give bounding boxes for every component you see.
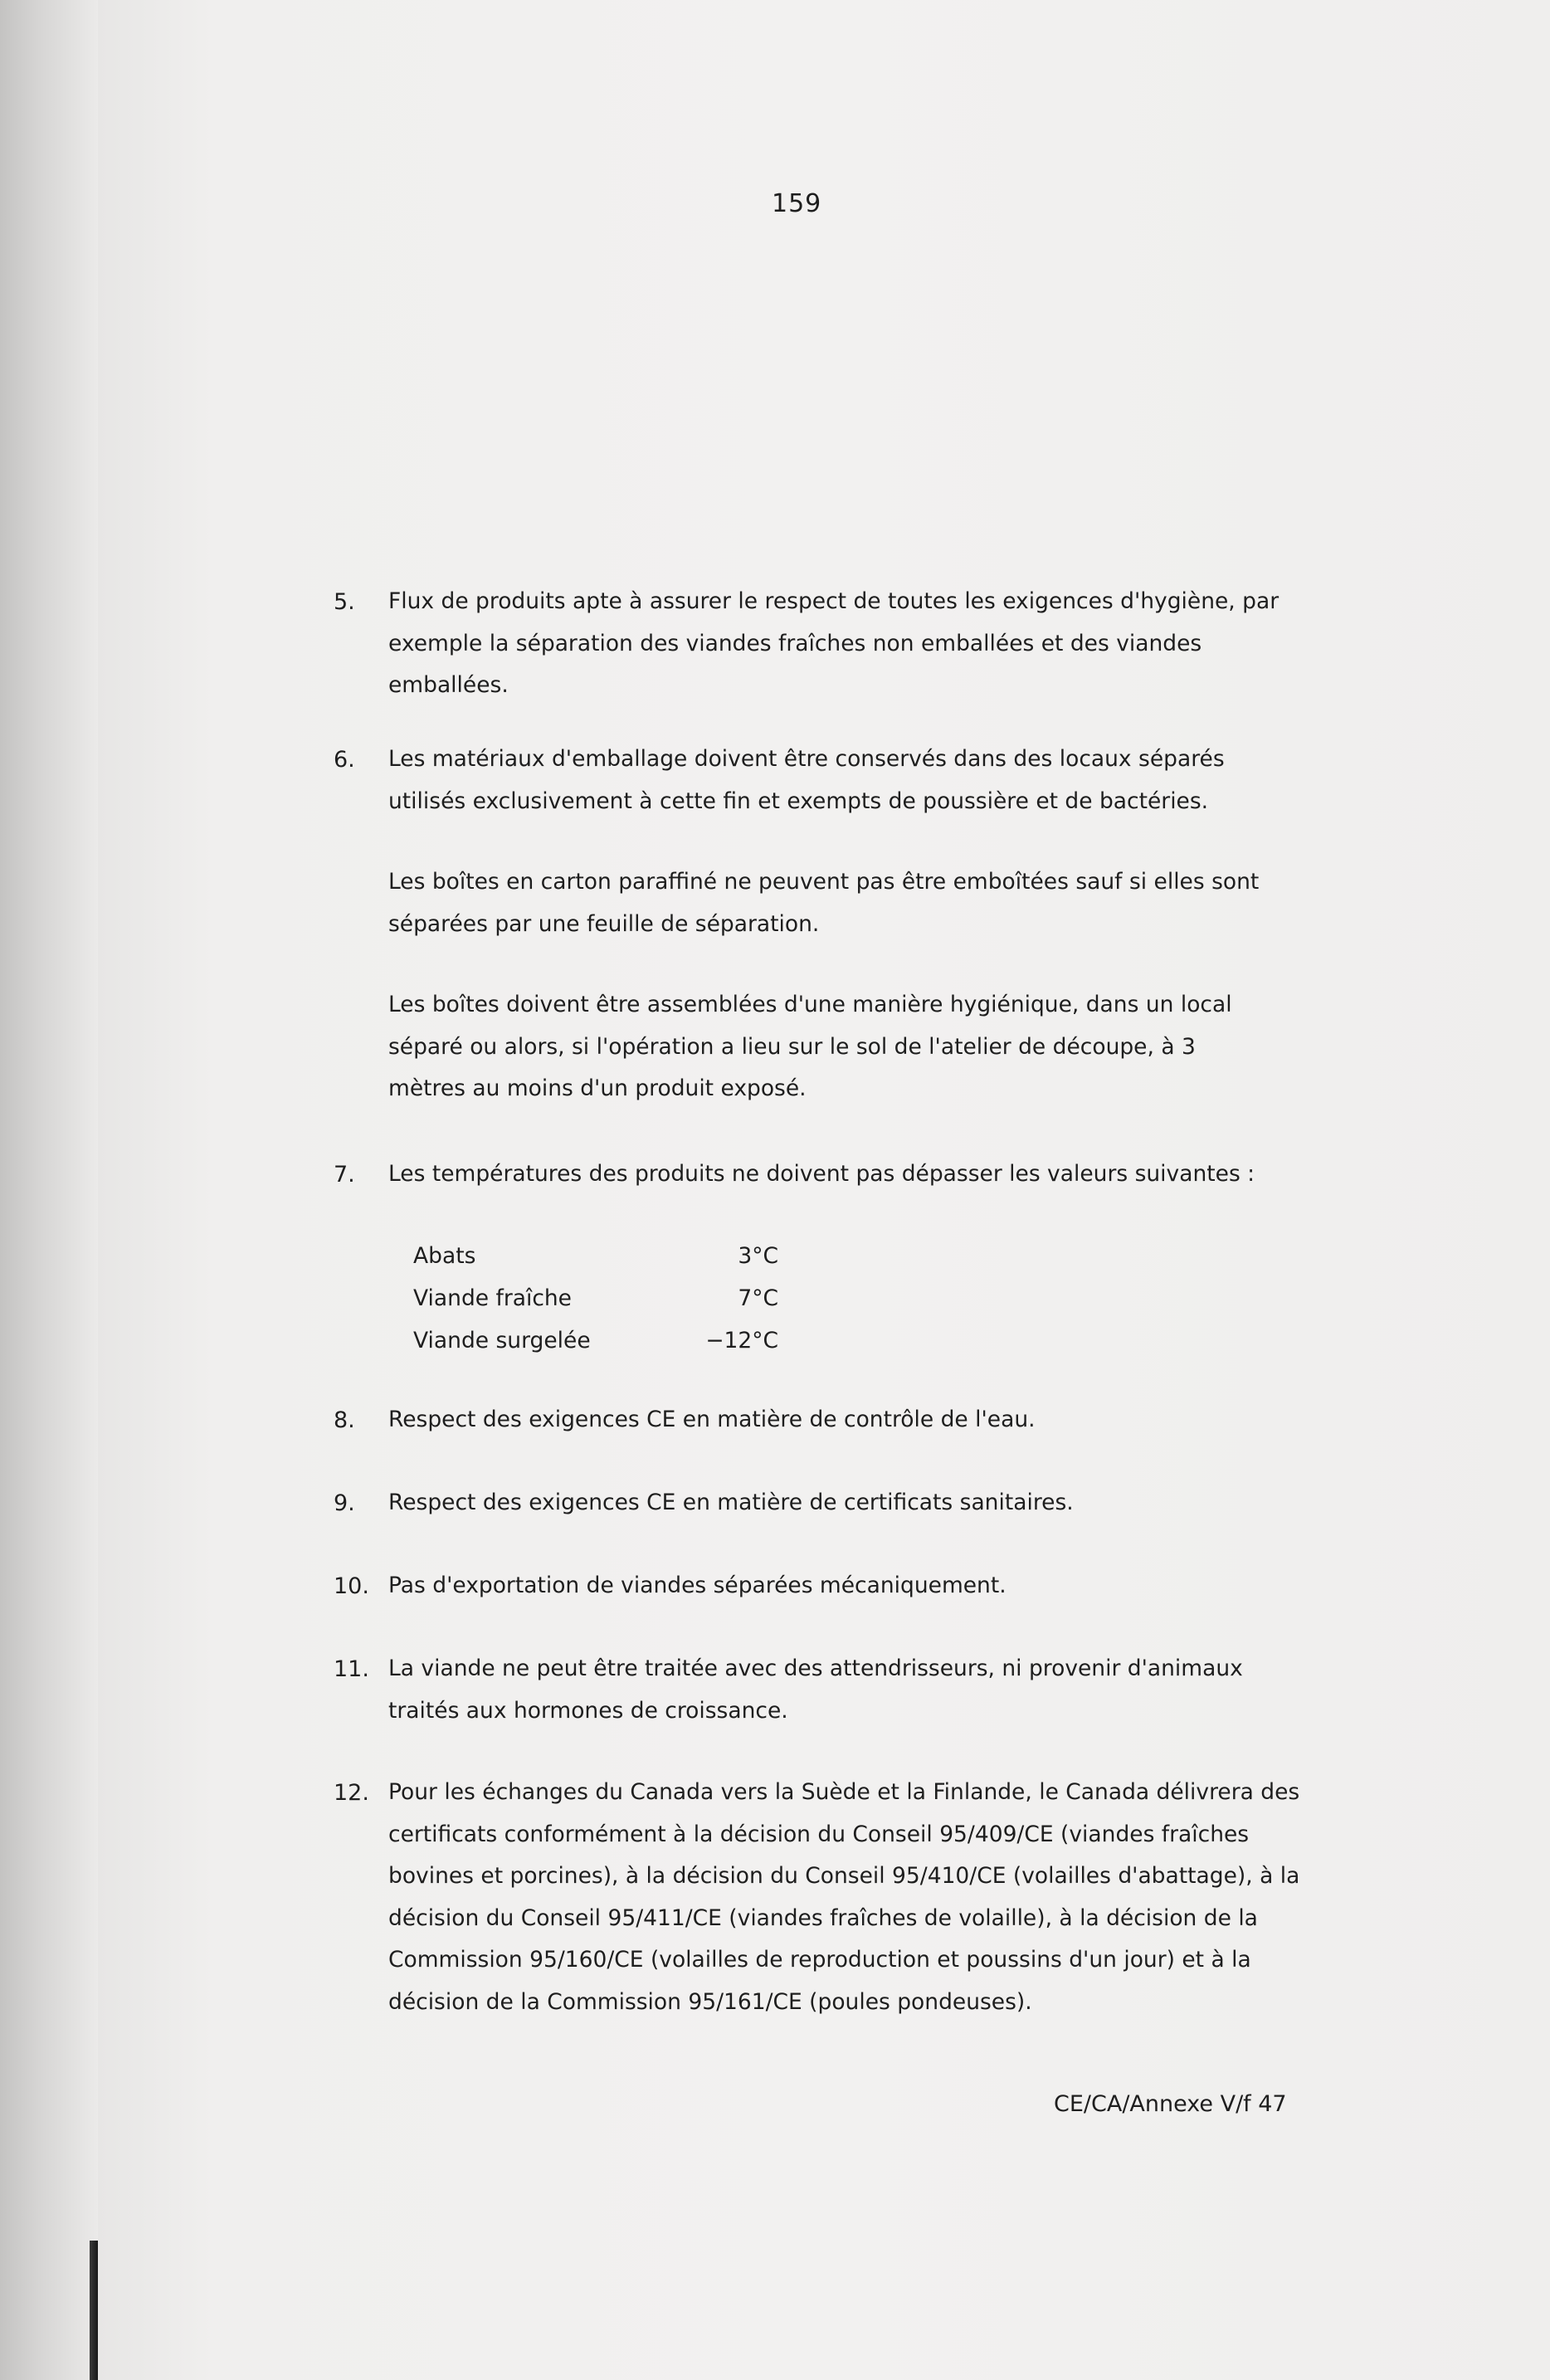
temperature-value: 7°C [738,1285,778,1311]
list-item-5 [334,581,1329,707]
item-paragraph: Les boîtes en carton paraffiné ne peuvent pas être emboîtées sauf si elles sont séparées par une feuille de séparation. [388,869,1260,937]
item-number: 9. [334,1490,355,1516]
temperature-table [413,1235,778,1362]
item-number: 5. [334,589,355,615]
item-paragraph: Les températures des produits ne doivent pas dépasser les valeurs suivantes : [388,1161,1255,1187]
item-paragraph: Respect des exigences CE en matière de contrôle de l'eau. [388,1407,1036,1432]
item-paragraph: Pour les échanges du Canada vers la Suède et la Finlande, le Canada délivrera des certificats conformément à la décision du Conseil 95/409/CE (viandes fraîches bovines et porcines), à la décision du Conseil 95/410/CE (volailles d'abattage), à la décision du Conseil 95/411/CE (viandes fraîches de volaille), à la décision de la Commission 95/160/CE (volailles de reproduction et poussins d'un jour) et à la décision de la Commission 95/161/CE (poules pondeuses). [388,1779,1300,2015]
list-item-12 [334,1772,1329,2023]
list-item-11 [334,1648,1329,1732]
temperature-value: 3°C [738,1243,778,1269]
item-number: 8. [334,1407,355,1433]
temperature-product: Viande surgelée [413,1328,591,1353]
temperature-value: −12°C [705,1328,778,1353]
item-paragraph: La viande ne peut être traitée avec des attendrisseurs, ni provenir d'animaux traités aux hormones de croissance. [388,1656,1243,1724]
document-reference: CE/CA/Annexe V/f 47 [1054,2091,1287,2117]
temperature-row [413,1235,778,1277]
item-number: 7. [334,1162,355,1188]
temperature-product: Viande fraîche [413,1285,572,1311]
item-paragraph: Les boîtes doivent être assemblées d'une manière hygiénique, dans un local séparé ou alors, si l'opération a lieu sur le sol de l'atelier de découpe, à 3 mètres au moins d'un produit exposé. [388,992,1232,1101]
item-paragraph: Flux de produits apte à assurer le respect de toutes les exigences d'hygiène, par exemple la séparation des viandes fraîches non emballées et des viandes emballées. [388,588,1279,698]
list-item-8 [334,1399,1329,1441]
item-paragraph: Les matériaux d'emballage doivent être conservés dans des locaux séparés utilisés exclusivement à cette fin et exempts de poussière et de bactéries. [388,746,1225,814]
book-spine-shadow [0,0,98,2380]
item-number: 12. [334,1780,369,1806]
temperature-row [413,1319,778,1362]
temperature-row [413,1277,778,1319]
list-item-10 [334,1565,1329,1607]
item-number: 6. [334,747,355,773]
item-number: 11. [334,1656,369,1682]
temperature-product: Abats [413,1243,476,1269]
page-number: 159 [772,189,822,218]
item-paragraph: Respect des exigences CE en matière de certificats sanitaires. [388,1490,1074,1515]
item-paragraph: Pas d'exportation de viandes séparées mécaniquement. [388,1573,1007,1598]
list-item-6 [334,739,1329,1110]
item-number: 10. [334,1573,369,1599]
list-item-9 [334,1482,1329,1524]
list-item-7 [334,1153,1329,1196]
